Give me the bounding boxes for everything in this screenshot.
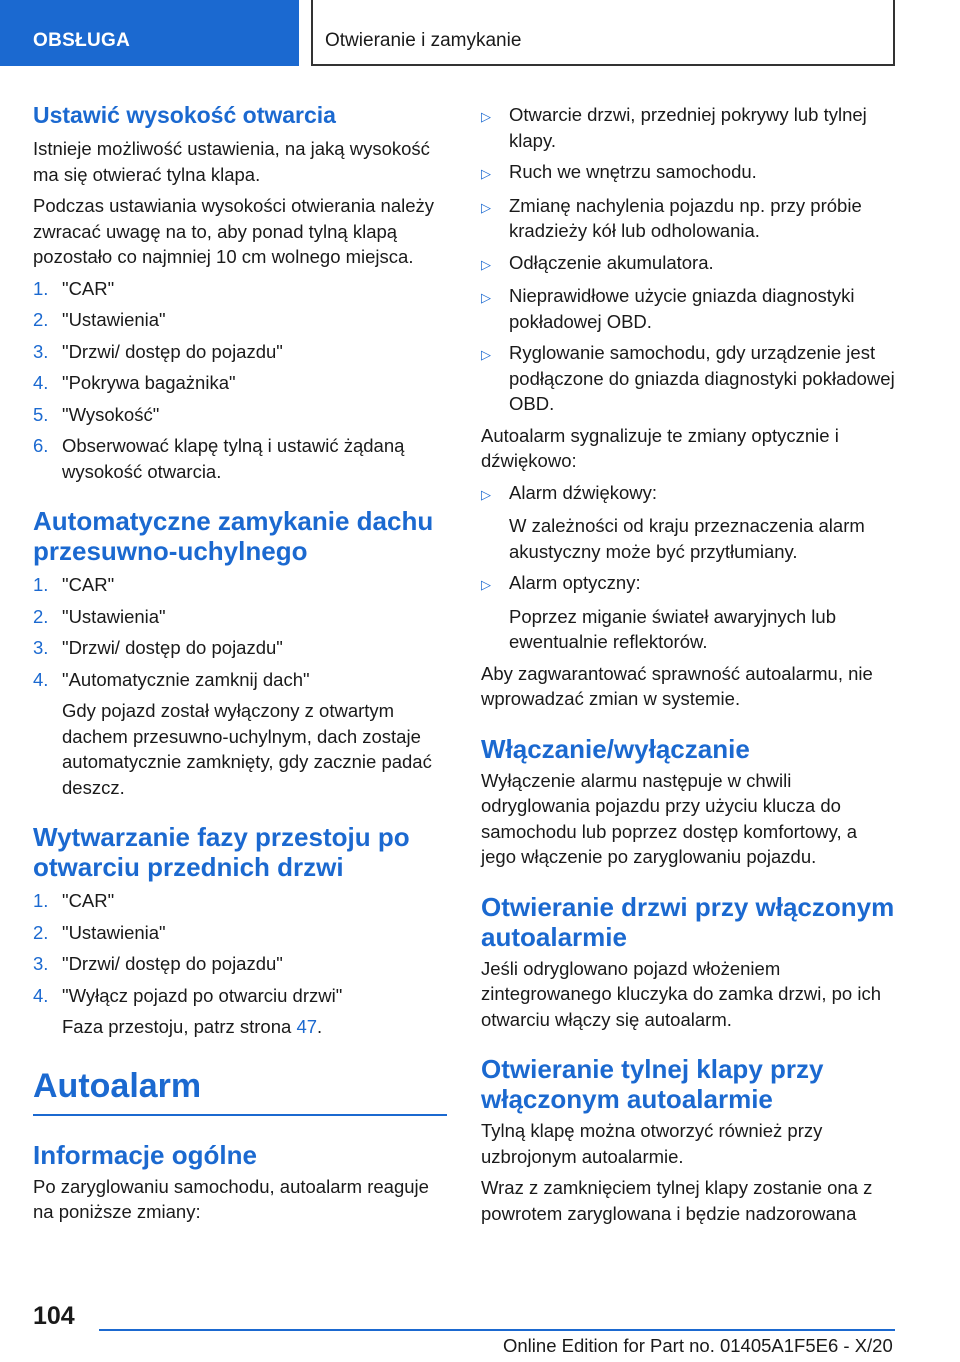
step-number: 6. <box>33 435 49 456</box>
right-column <box>481 100 895 1226</box>
paragraph: Podczas ustawiania wysokości otwierania należy zwracać uwagę na to, aby ponad tylną klapą pozostało co najmniej 10 cm wolnego miejsca. <box>33 195 435 267</box>
step-number: 1. <box>33 890 49 911</box>
triangle-bullet-icon: ▷ <box>481 347 491 362</box>
step-text: "Ustawienia" <box>62 605 166 627</box>
note-suffix: . <box>317 1016 323 1037</box>
triangle-bullet-icon: ▷ <box>481 256 491 272</box>
item-text: Nieprawidłowe użycie gniazda diagnostyki pokładowej OBD. <box>509 285 855 332</box>
step-number: 4. <box>33 984 49 1006</box>
heading-rule <box>33 1114 447 1116</box>
step-text: "Pokrywa bagażnika" <box>62 372 236 393</box>
list-item <box>481 102 895 153</box>
triangle-bullet-icon: ▷ <box>481 199 491 215</box>
list-item <box>481 283 895 334</box>
steps-list <box>33 888 447 1040</box>
step-text: "Drzwi/ dostęp do pojazdu" <box>62 340 283 362</box>
heading-on-off: Włączanie/wyłączanie <box>481 733 750 764</box>
paragraph: Aby zagwarantować sprawność autoalarmu, nie wprowadzać zmian w systemie. <box>481 662 873 709</box>
item-detail: Poprzez miganie świateł awaryjnych lub ewentualnie reflektorów. <box>509 605 836 652</box>
triangle-bullet-icon: ▷ <box>481 166 491 181</box>
list-item <box>33 370 447 396</box>
item-text: Ruch we wnętrzu samochodu. <box>509 161 757 182</box>
edition-note: Online Edition for Part no. 01405A1F5E6 - X/20 <box>503 1335 893 1356</box>
page-header <box>0 0 960 66</box>
list-item <box>33 307 447 333</box>
step-text: "CAR" <box>62 574 115 595</box>
step-note: Gdy pojazd został wyłączony z otwartym dachem przesuwno-uchylnym, dach zostaje automatycznie zamknięty, gdy zacznie padać deszcz. <box>62 700 432 798</box>
list-item <box>481 480 895 508</box>
step-number: 2. <box>33 921 49 943</box>
paragraph: Po zaryglowaniu samochodu, autoalarm reaguje na poniższe zmiany: <box>33 1175 429 1222</box>
step-number: 2. <box>33 309 49 330</box>
list-item <box>481 159 895 187</box>
list-item <box>481 570 895 598</box>
step-number: 3. <box>33 953 49 974</box>
list-item <box>33 635 447 661</box>
list-item <box>33 951 447 977</box>
heading-tailgate-opening: Otwieranie tylnej klapy przy włączonym autoalarmie <box>481 1054 824 1114</box>
list-item <box>33 667 447 693</box>
heading-door-opening: Otwieranie drzwi przy włączonym autoalarmie <box>481 891 895 952</box>
paragraph: Tylną klapę można otworzyć również przy uzbrojonym autoalarmie. <box>481 1120 823 1167</box>
page-number: 104 <box>33 1302 75 1330</box>
item-text: Odłączenie akumulatora. <box>509 251 714 273</box>
triangle-bullet-icon: ▷ <box>481 109 491 124</box>
paragraph: Wyłączenie alarmu następuje w chwili odryglowania pojazdu przy użyciu klucza do samochodu lub poprzez dostęp komfortowy, a jego włączenie po zaryglowaniu pojazdu. <box>481 769 858 867</box>
changes-list <box>481 102 895 417</box>
step-text: "Ustawienia" <box>62 921 166 943</box>
page-link[interactable]: 47 <box>296 1016 318 1037</box>
triangle-bullet-icon: ▷ <box>481 290 491 305</box>
paragraph: Wraz z zamknięciem tylnej klapy zostanie ona z powrotem zaryglowana i będzie nadzorowana <box>481 1177 873 1224</box>
item-text: Otwarcie drzwi, przedniej pokrywy lub tylnej klapy. <box>509 104 867 151</box>
step-note <box>33 1014 447 1040</box>
step-text: "Drzwi/ dostęp do pojazdu" <box>62 953 283 974</box>
step-text: "Wysokość" <box>62 403 160 425</box>
steps-list <box>33 276 447 485</box>
list-item <box>481 250 895 278</box>
signals-list <box>481 480 895 655</box>
list-item <box>33 983 447 1009</box>
step-number: 5. <box>33 403 49 425</box>
list-item <box>33 572 447 598</box>
step-text: "Wyłącz pojazd po otwarciu drzwi" <box>62 984 343 1006</box>
triangle-bullet-icon: ▷ <box>481 486 491 502</box>
item-text: Zmianę nachylenia pojazdu np. przy próbie kradzieży kół lub odholowania. <box>509 194 862 241</box>
list-item <box>481 340 895 417</box>
step-text: "Drzwi/ dostęp do pojazdu" <box>62 637 283 658</box>
note-text: Faza przestoju, patrz strona <box>62 1016 297 1037</box>
step-text: "CAR" <box>62 277 115 299</box>
item-text: Alarm optyczny: <box>509 572 641 593</box>
heading-general-info: Informacje ogólne <box>33 1139 257 1170</box>
step-number: 1. <box>33 574 49 595</box>
list-item <box>33 888 447 914</box>
steps-list <box>33 572 447 800</box>
paragraph: Jeśli odryglowano pojazd włożeniem zintegrowanego kluczyka do zamka drzwi, po ich otwarciu włączy się autoalarm. <box>481 957 881 1030</box>
list-item <box>33 433 447 484</box>
paragraph: Istnieje możliwość ustawienia, na jaką wysokość ma się otwierać tylna klapa. <box>33 138 430 185</box>
item-text: Alarm dźwiękowy: <box>509 481 658 503</box>
triangle-bullet-icon: ▷ <box>481 577 491 592</box>
heading-roof-closing: Automatyczne zamykanie dachu przesuwno-uchylnego <box>33 506 434 566</box>
step-number: 3. <box>33 637 49 658</box>
paragraph: Autoalarm sygnalizuje te zmiany optycznie i dźwiękowo: <box>481 424 839 471</box>
step-text: Obserwować klapę tylną i ustawić żądaną wysokość otwarcia. <box>62 435 405 482</box>
list-item <box>33 402 447 428</box>
list-item <box>33 339 447 365</box>
heading-opening-height: Ustawić wysokość otwarcia <box>33 102 336 128</box>
heading-standby: Wytwarzanie fazy przestoju po otwarciu przednich drzwi <box>33 822 410 882</box>
heading-autoalarm: Autoalarm <box>33 1066 202 1105</box>
item-detail: W zależności od kraju przeznaczenia alarm akustyczny może być przytłumiany. <box>509 515 865 562</box>
section-label: OBSŁUGA <box>33 30 131 51</box>
item-text: Ryglowanie samochodu, gdy urządzenie jest podłączone do gniazda diagnostyki pokładowej OBD. <box>509 342 895 414</box>
step-text: "Automatycznie zamknij dach" <box>62 668 310 690</box>
left-column <box>33 100 447 1225</box>
step-text: "CAR" <box>62 890 115 911</box>
footer-rule <box>99 1329 895 1331</box>
chapter-title: Otwieranie i zamykanie <box>325 30 522 51</box>
step-text: "Ustawienia" <box>62 309 166 330</box>
list-item <box>481 193 895 244</box>
step-number: 1. <box>33 277 49 299</box>
section-tab <box>0 0 299 66</box>
step-number: 2. <box>33 605 49 627</box>
step-number: 3. <box>33 340 49 362</box>
list-item <box>33 604 447 630</box>
list-item <box>33 920 447 946</box>
step-number: 4. <box>33 668 49 690</box>
list-item <box>33 276 447 302</box>
step-number: 4. <box>33 372 49 393</box>
